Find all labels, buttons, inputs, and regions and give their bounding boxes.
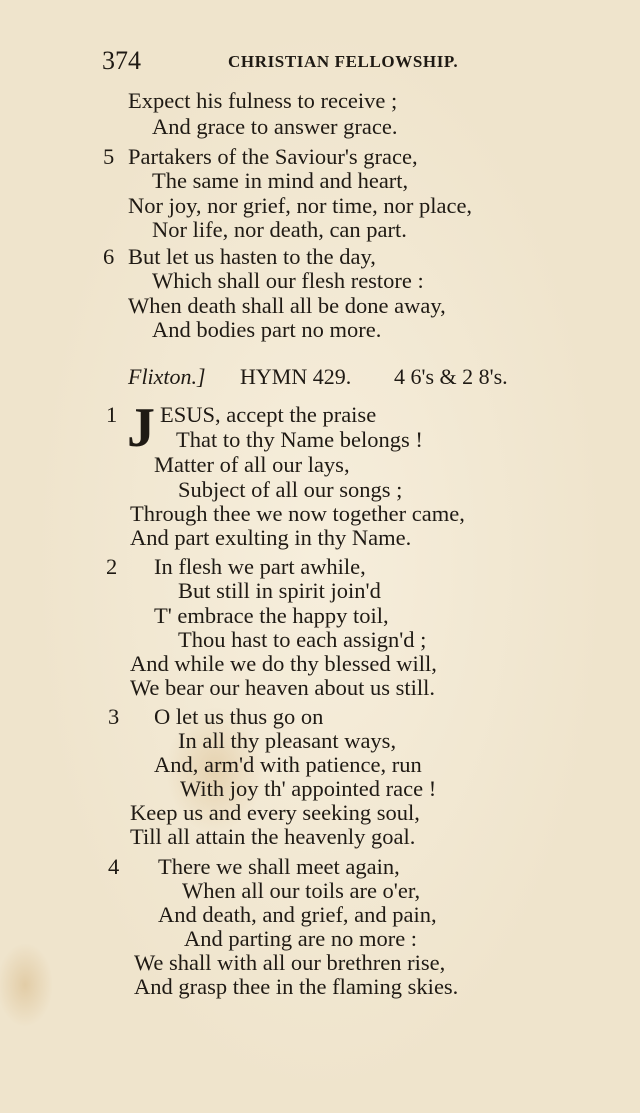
verse-number: 4: [108, 854, 120, 879]
verse-line: Through thee we now together came,: [130, 501, 465, 526]
verse-number: 1: [106, 402, 118, 427]
verse-line: Keep us and every seeking soul,: [130, 800, 420, 825]
verse-line: And death, and grief, and pain,: [158, 902, 437, 927]
verse-line: In flesh we part awhile,: [154, 554, 366, 579]
hymn-heading: [128, 364, 538, 394]
verse-line: Partakers of the Saviour's grace,: [128, 144, 418, 169]
verse-line: That to thy Name belongs !: [176, 427, 423, 452]
drop-cap: J: [127, 397, 155, 459]
verse-line: And grasp thee in the flaming skies.: [134, 974, 459, 999]
verse-line: When all our toils are o'er,: [182, 878, 421, 903]
verse-number: 5: [103, 144, 115, 169]
page-header: [102, 46, 492, 76]
verse-number: 2: [106, 554, 118, 579]
verse-line: In all thy pleasant ways,: [178, 728, 397, 753]
verse-line: Matter of all our lays,: [154, 452, 350, 477]
verse-line: With joy th' appointed race !: [180, 776, 437, 801]
verse-number: 3: [108, 704, 120, 729]
verse-line: And part exulting in thy Name.: [130, 525, 412, 550]
verse-line: Till all attain the heavenly goal.: [130, 824, 416, 849]
verse-line: Thou hast to each assign'd ;: [178, 627, 427, 652]
verse-line: There we shall meet again,: [158, 854, 400, 879]
verse-line: Which shall our flesh restore :: [152, 268, 424, 293]
page-number: 374: [102, 46, 141, 75]
verse-line: When death shall all be done away,: [128, 293, 446, 318]
verse-line: Expect his fulness to receive ;: [128, 88, 398, 113]
verse-line: The same in mind and heart,: [152, 168, 409, 193]
verse-line: T' embrace the happy toil,: [154, 603, 389, 628]
verse-line: And parting are no more :: [184, 926, 418, 951]
verse-line: And bodies part no more.: [152, 317, 382, 342]
verse-line: We bear our heaven about us still.: [130, 675, 435, 700]
verse-line: We shall with all our brethren rise,: [134, 950, 446, 975]
verse-line: Nor life, nor death, can part.: [152, 217, 407, 242]
verse-line: O let us thus go on: [154, 704, 324, 729]
verse-line: ESUS, accept the praise: [160, 402, 377, 427]
verse-line: Nor joy, nor grief, nor time, nor place,: [128, 193, 473, 218]
verse-line: And grace to answer grace.: [152, 114, 398, 139]
verse-line: And, arm'd with patience, run: [154, 752, 422, 777]
verse-number: 6: [103, 244, 115, 269]
hymn-title: HYMN 429.: [240, 364, 352, 389]
verse-line: And while we do thy blessed will,: [130, 651, 437, 676]
verse-line: But still in spirit join'd: [178, 578, 381, 603]
running-head: CHRISTIAN FELLOWSHIP.: [228, 52, 459, 71]
verse-line: But let us hasten to the day,: [128, 244, 376, 269]
tune-name: Flixton.]: [128, 364, 206, 389]
hymn-meter: 4 6's & 2 8's.: [394, 364, 508, 389]
verse-line: Subject of all our songs ;: [178, 477, 403, 502]
